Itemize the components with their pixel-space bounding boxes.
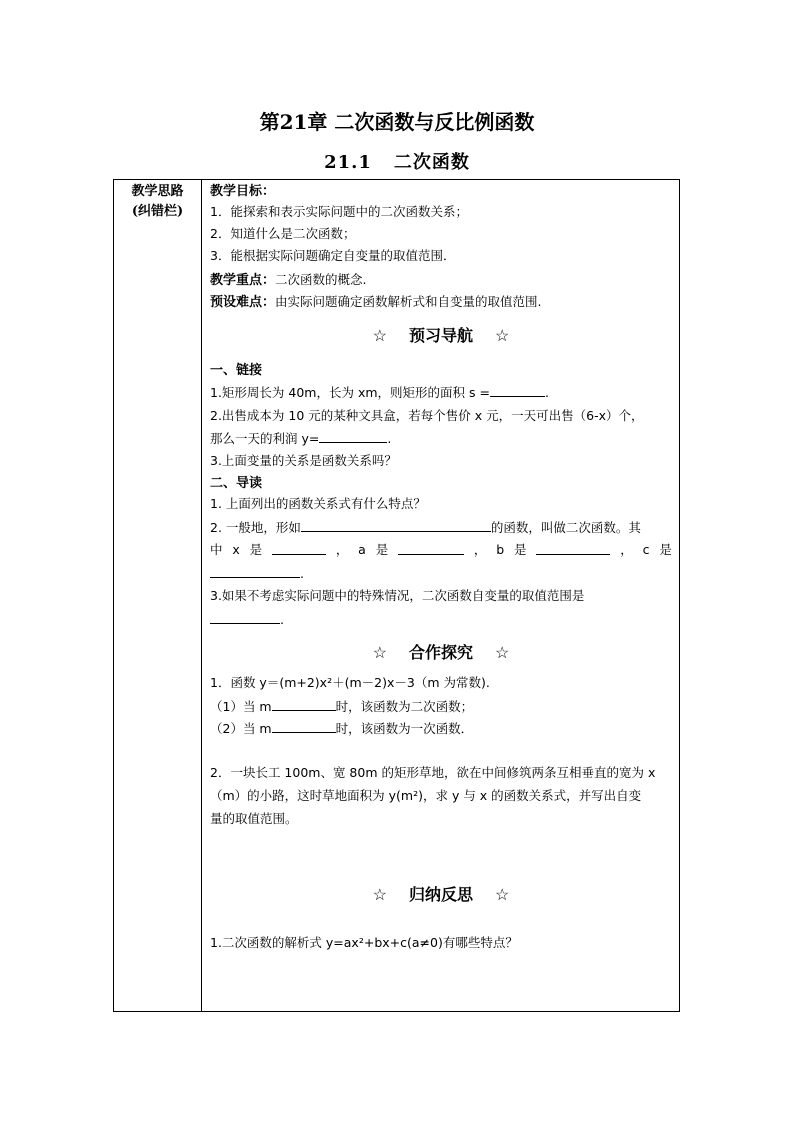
answer-blank bbox=[210, 563, 300, 578]
answer-blank bbox=[319, 428, 387, 443]
objectives-heading: 教学目标： bbox=[210, 184, 276, 199]
guide-3-line1: 3.如果不考虑实际问题中的特殊情况，二次函数自变量的取值范围是 bbox=[210, 588, 585, 603]
guide-2-word: 是 bbox=[375, 542, 389, 557]
question-2-text: 那么一天的利润 y= bbox=[210, 431, 320, 446]
problem-1b-text: （2）当 m bbox=[210, 721, 272, 736]
question-2-end: . bbox=[387, 431, 392, 446]
problem-2-line1: 2．一块长工 100m、宽 80m 的矩形草地，欲在中间修筑两条互相垂直的宽为 x bbox=[210, 765, 656, 780]
answer-blank bbox=[536, 540, 610, 555]
star-icon: ☆ bbox=[495, 885, 510, 904]
guide-2-word: c bbox=[642, 542, 650, 557]
objective-item: 1．能探索和表示实际问题中的二次函数关系； bbox=[210, 204, 468, 219]
guide-1: 1. 上面列出的函数关系式有什么特点？ bbox=[210, 496, 426, 511]
problem-1a-text: （1）当 m bbox=[210, 699, 272, 714]
answer-blank bbox=[210, 609, 280, 624]
key-point bbox=[210, 270, 367, 291]
section-title bbox=[0, 148, 794, 174]
guide-2-word: ， bbox=[473, 542, 487, 557]
explore-banner bbox=[202, 642, 680, 664]
star-icon: ☆ bbox=[372, 643, 387, 662]
guide-3-end: . bbox=[280, 612, 284, 627]
problem-1b-end: 时，该函数为一次函数． bbox=[335, 721, 474, 736]
objective-item: 3．能根据实际问题确定自变量的取值范围． bbox=[210, 248, 456, 263]
problem-1: 1．函数 y＝(m+2)x²＋(m－2)x－3（m 为常数). bbox=[210, 675, 490, 690]
guide-2-line1 bbox=[210, 517, 641, 538]
key-point-label: 教学重点： bbox=[210, 273, 276, 288]
guide-heading: 二、导读 bbox=[210, 476, 263, 491]
guide-2-end: . bbox=[300, 566, 304, 581]
answer-blank bbox=[398, 540, 464, 555]
explore-title: 合作探究 bbox=[408, 643, 473, 662]
reflect-title: 归纳反思 bbox=[408, 885, 473, 904]
problem-2-line2: （m）的小路，这时草地面积为 y(m²)，求 y 与 x 的函数关系式，并写出自变 bbox=[210, 788, 642, 803]
question-1-text: 1.矩形周长为 40m，长为 xm，则矩形的面积 s = bbox=[210, 385, 490, 400]
link-heading: 一、链接 bbox=[210, 363, 263, 378]
guide-2-word: 是 bbox=[514, 542, 527, 557]
question-1 bbox=[210, 382, 549, 403]
problem-2-line3: 量的取值范围。 bbox=[210, 811, 298, 826]
guide-2-word: ， bbox=[620, 542, 633, 557]
star-icon: ☆ bbox=[495, 326, 510, 345]
problem-1b bbox=[210, 718, 473, 739]
guide-2-text-end: 的函数，叫做二次函数。其 bbox=[490, 520, 641, 535]
reflect-banner bbox=[202, 884, 680, 906]
objective-item: 2．知道什么是二次函数； bbox=[210, 226, 356, 241]
side-column-header bbox=[114, 182, 201, 222]
side-column-line2: (纠错栏) bbox=[131, 204, 184, 219]
difficulty-label: 预设难点： bbox=[210, 295, 276, 310]
guide-2-word: x bbox=[232, 542, 240, 557]
side-column-line1: 教学思路 bbox=[131, 184, 184, 199]
section-number: 21.1 bbox=[324, 152, 372, 173]
star-icon: ☆ bbox=[372, 885, 387, 904]
chapter-title: 第21章 二次函数与反比例函数 bbox=[259, 110, 535, 134]
question-3: 3.上面变量的关系是函数关系吗？ bbox=[210, 453, 397, 468]
reflect-question: 1.二次函数的解析式 y=ax²+bx+c(a≠0)有哪些特点？ bbox=[210, 935, 518, 950]
question-2-line1: 2.出售成本为 10 元的某种文具盒，若每个售价 x 元，一天可出售（6-x）个， bbox=[210, 408, 644, 423]
star-icon: ☆ bbox=[495, 643, 510, 662]
answer-blank bbox=[490, 382, 545, 397]
preview-title: 预习导航 bbox=[408, 326, 473, 345]
problem-1a bbox=[210, 696, 473, 717]
section-name: 二次函数 bbox=[393, 152, 470, 173]
preview-banner bbox=[202, 325, 680, 347]
guide-2-line2 bbox=[210, 540, 672, 560]
star-icon: ☆ bbox=[372, 326, 387, 345]
difficulty-text: 由实际问题确定函数解析式和自变量的取值范围. bbox=[275, 294, 542, 309]
guide-2-word: b bbox=[496, 542, 505, 557]
difficulty bbox=[210, 292, 542, 313]
answer-blank bbox=[272, 718, 336, 733]
guide-2-word: a bbox=[358, 542, 366, 557]
key-point-text: 二次函数的概念. bbox=[275, 272, 367, 287]
answer-blank bbox=[272, 540, 326, 555]
question-1-end: . bbox=[544, 385, 549, 400]
guide-2-word: 是 bbox=[659, 542, 672, 557]
answer-blank bbox=[301, 517, 491, 532]
guide-2-line3 bbox=[210, 563, 304, 584]
guide-2-text: 2. 一般地，形如 bbox=[210, 520, 301, 535]
question-2-line2 bbox=[210, 428, 391, 449]
guide-2-word: 是 bbox=[249, 542, 263, 557]
answer-blank bbox=[272, 696, 336, 711]
problem-1a-end: 时，该函数为二次函数； bbox=[335, 699, 474, 714]
guide-2-word: 中 bbox=[210, 542, 223, 557]
guide-2-word: ， bbox=[335, 542, 349, 557]
guide-3-line2 bbox=[210, 609, 284, 630]
